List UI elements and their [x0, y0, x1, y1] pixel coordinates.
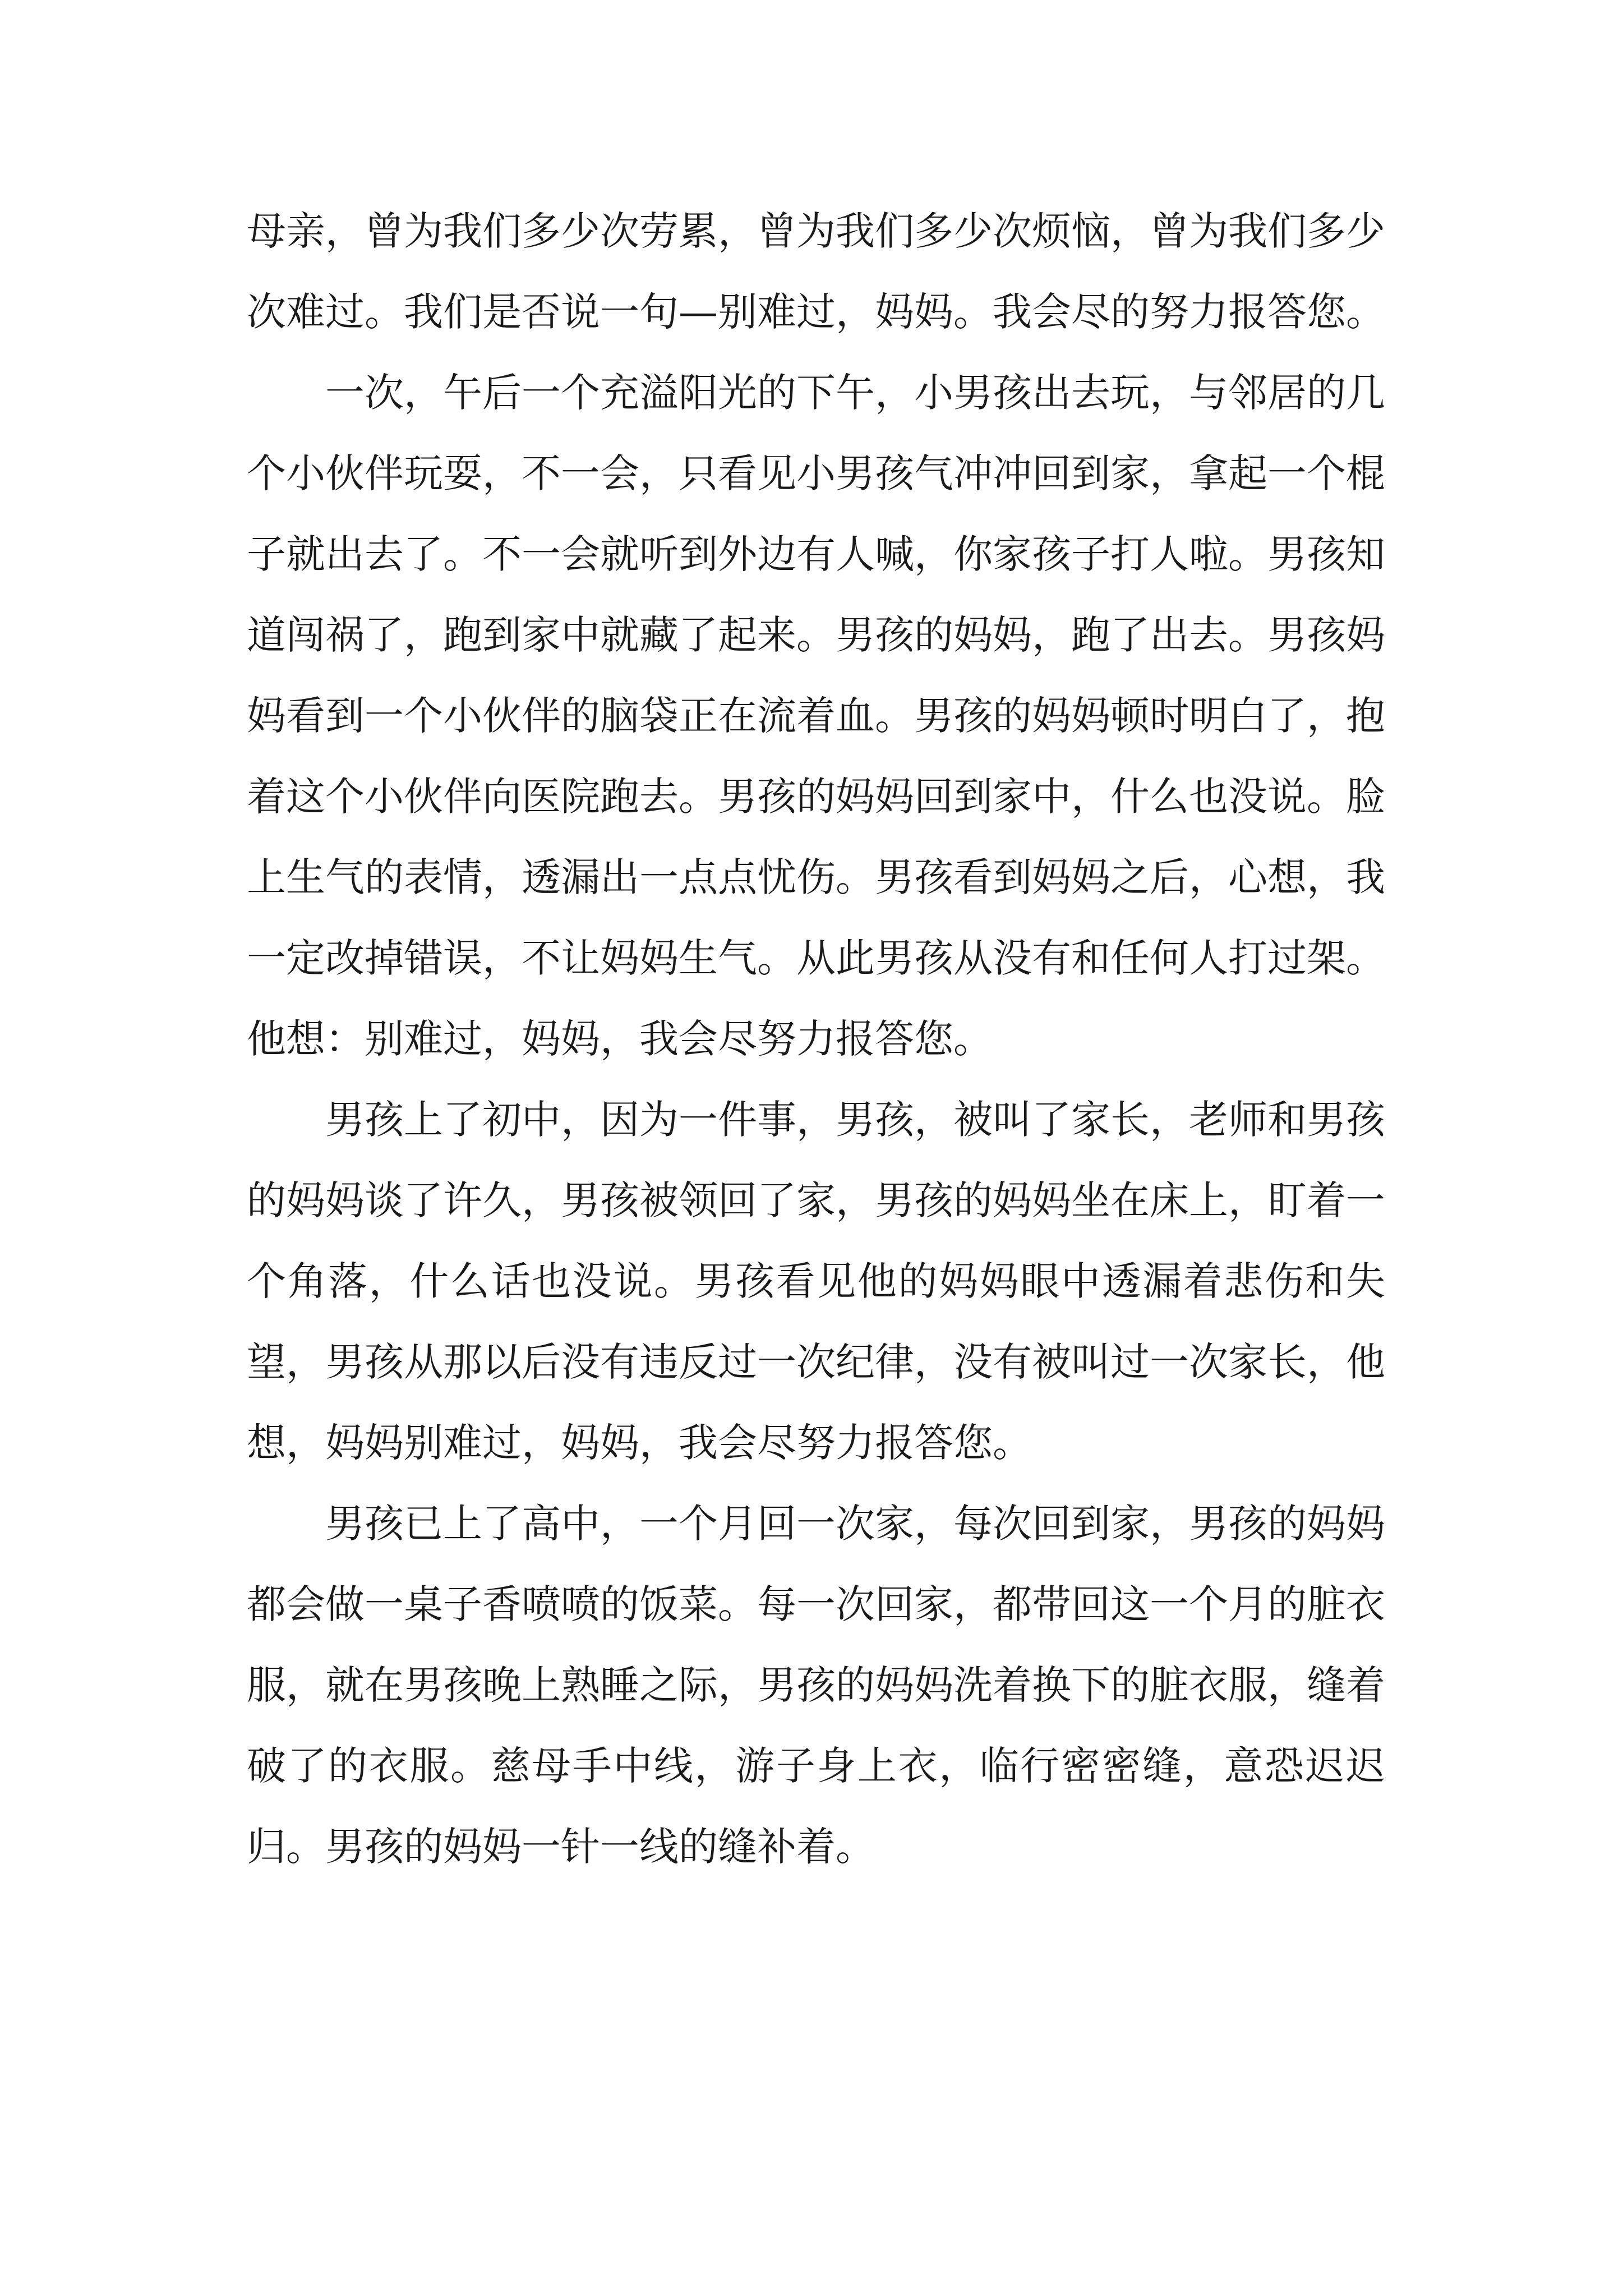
paragraph-3: 男孩上了初中，因为一件事，男孩，被叫了家长，老师和男孩的妈妈谈了许久，男孩被领回了家，男孩的妈妈坐在床上，盯着一个角落，什么话也没说。男孩看见他的妈妈眼中透漏着悲伤和失望，男孩从那以后没有违反过一次纪律，没有被叫过一次家长，他想，妈妈别难过，妈妈，我会尽努力报答您。	[247, 1097, 1385, 1466]
paragraph-1: 母亲，曾为我们多少次劳累，曾为我们多少次烦恼，曾为我们多少次难过。我们是否说一句—别难过，妈妈。我会尽的努力报答您。	[247, 208, 1385, 335]
paragraph-4: 男孩已上了高中，一个月回一次家，每次回到家，男孩的妈妈都会做一桌子香喷喷的饭菜。每一次回家，都带回这一个月的脏衣服，就在男孩晚上熟睡之际，男孩的妈妈洗着换下的脏衣服，缝着破了的衣服。慈母手中线，游子身上衣，临行密密缝，意恐迟迟归。男孩的妈妈一针一线的缝补着。	[247, 1501, 1385, 1870]
body-text	[247, 191, 1385, 1887]
paragraph-2: 一次，午后一个充溢阳光的下午，小男孩出去玩，与邻居的几个小伙伴玩耍，不一会，只看见小男孩气冲冲回到家，拿起一个棍子就出去了。不一会就听到外边有人喊，你家孩子打人啦。男孩知道闯祸了，跑到家中就藏了起来。男孩的妈妈，跑了出去。男孩妈妈看到一个小伙伴的脑袋正在流着血。男孩的妈妈顿时明白了，抱着这个小伙伴向医院跑去。男孩的妈妈回到家中，什么也没说。脸上生气的表情，透漏出一点点忧伤。男孩看到妈妈之后，心想，我一定改掉错误，不让妈妈生气。从此男孩从没有和任何人打过架。他想：别难过，妈妈，我会尽努力报答您。	[247, 370, 1385, 1062]
